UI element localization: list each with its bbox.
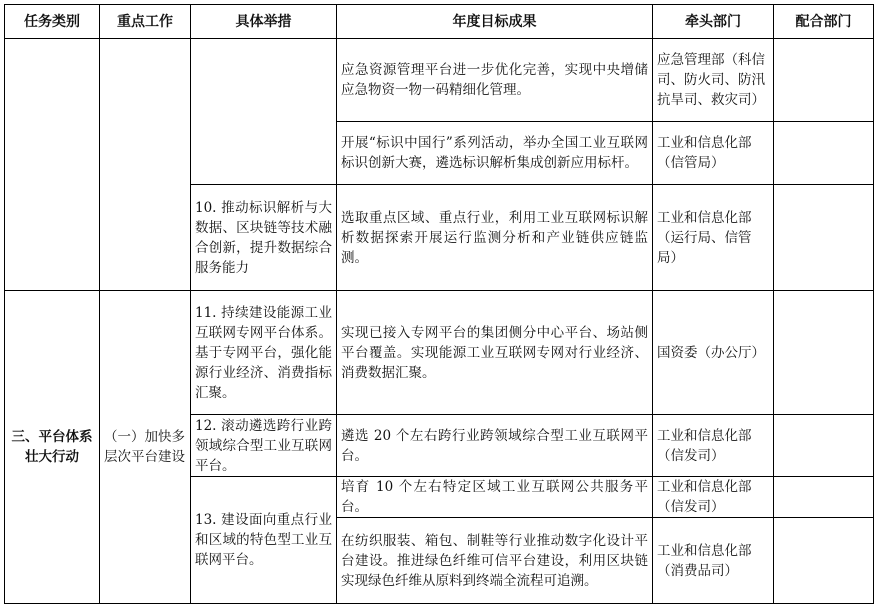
- support-dept-cell: [774, 415, 874, 477]
- support-dept-cell: [774, 518, 874, 604]
- support-dept-cell: [774, 477, 874, 518]
- target-cell: 在纺织服装、箱包、制鞋等行业推动数字化设计平台建设。推进绿色纤维可信平台建设，利用区块链实现绿色纤维从原料到终端全流程可追溯。: [337, 518, 653, 604]
- measure-cell: 10. 推动标识解析与大数据、区块链等技术融合创新，提升数据综合服务能力: [191, 185, 337, 291]
- header-lead-department: 牵头部门: [653, 5, 774, 39]
- target-cell: 选取重点区域、重点行业，利用工业互联网标识解析数据探索开展运行监测分析和产业链供应链监测。: [337, 185, 653, 291]
- table-row: [5, 291, 874, 415]
- lead-dept-cell: 工业和信息化部（运行局、信管局）: [653, 185, 774, 291]
- measure-cell: 11. 持续建设能源工业互联网专网平台体系。基于专网平台，强化能源行业经济、消费指标汇聚。: [191, 291, 337, 415]
- measure-cell: 13. 建设面向重点行业和区域的特色型工业互联网平台。: [191, 477, 337, 604]
- header-row: [5, 5, 874, 39]
- key-work-cell: （一）加快多层次平台建设: [100, 291, 191, 604]
- target-cell: 遴选 20 个左右跨行业跨领域综合型工业互联网平台。: [337, 415, 653, 477]
- lead-dept-cell: 工业和信息化部（信管局）: [653, 122, 774, 185]
- header-specific-measures: 具体举措: [191, 5, 337, 39]
- task-table: [4, 4, 874, 604]
- empty-cell: [5, 39, 100, 291]
- lead-dept-cell: 应急管理部（科信司、防火司、防汛抗旱司、救灾司）: [653, 39, 774, 122]
- empty-cell: [100, 39, 191, 291]
- header-task-category: 任务类别: [5, 5, 100, 39]
- target-cell: 开展“标识中国行”系列活动，举办全国工业互联网标识创新大赛，遴选标识解析集成创新应用标杆。: [337, 122, 653, 185]
- header-support-department: 配合部门: [774, 5, 874, 39]
- empty-cell: [191, 39, 337, 185]
- target-cell: 实现已接入专网平台的集团侧分中心平台、场站侧平台覆盖。实现能源工业互联网专网对行业经济、消费数据汇聚。: [337, 291, 653, 415]
- header-key-work: 重点工作: [100, 5, 191, 39]
- task-category-cell: 三、平台体系壮大行动: [5, 291, 100, 604]
- lead-dept-cell: 工业和信息化部（信发司）: [653, 415, 774, 477]
- lead-dept-cell: 工业和信息化部（消费品司）: [653, 518, 774, 604]
- lead-dept-cell: 国资委（办公厅）: [653, 291, 774, 415]
- support-dept-cell: [774, 122, 874, 185]
- measure-cell: 12. 滚动遴选跨行业跨领域综合型工业互联网平台。: [191, 415, 337, 477]
- support-dept-cell: [774, 39, 874, 122]
- support-dept-cell: [774, 185, 874, 291]
- table-row: [5, 39, 874, 122]
- lead-dept-cell: 工业和信息化部（信发司）: [653, 477, 774, 518]
- target-cell: 应急资源管理平台进一步优化完善，实现中央增储应急物资一物一码精细化管理。: [337, 39, 653, 122]
- header-annual-target: 年度目标成果: [337, 5, 653, 39]
- target-cell: 培育 10 个左右特定区域工业互联网公共服务平台。: [337, 477, 653, 518]
- support-dept-cell: [774, 291, 874, 415]
